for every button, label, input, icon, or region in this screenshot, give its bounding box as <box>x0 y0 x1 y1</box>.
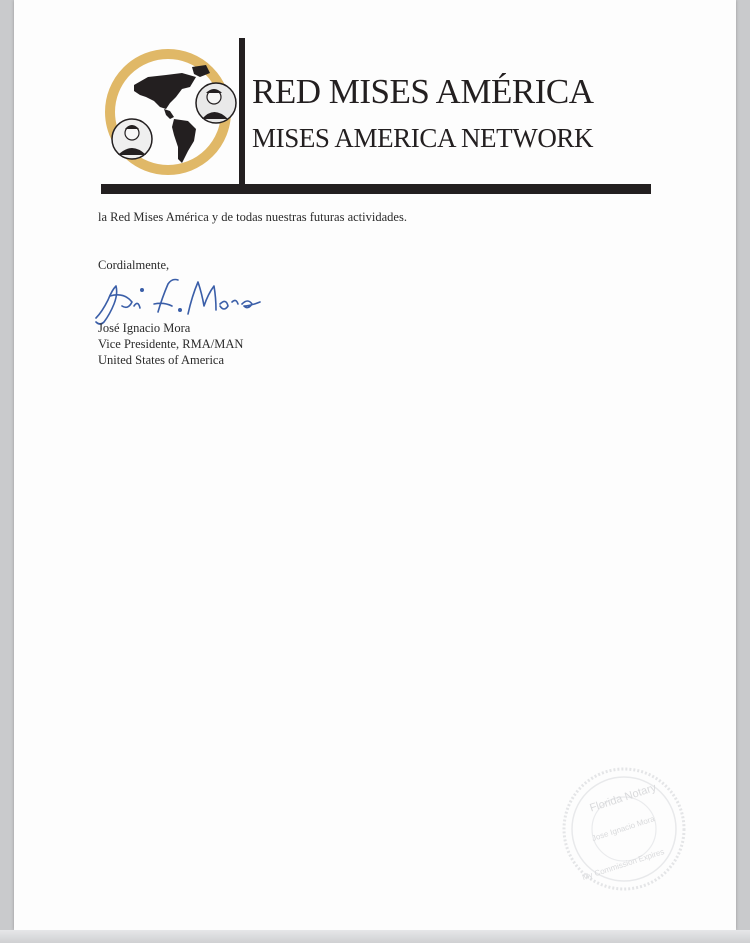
letterhead-subtitle: MISES AMERICA NETWORK <box>252 123 594 153</box>
letterhead-emblem-icon <box>100 47 240 177</box>
embossed-notary-seal-icon <box>560 765 688 893</box>
seal-line-2: Jose Ignacio Mora <box>590 814 656 844</box>
letterhead-title: RED MISES AMÉRICA <box>252 72 594 111</box>
letterhead-horizontal-rule <box>101 184 651 194</box>
handwritten-signature-icon <box>88 272 263 327</box>
seal-line-1: Florida Notary <box>588 781 658 815</box>
letter-closing: Cordialmente, <box>98 258 170 272</box>
page-edge <box>0 930 750 943</box>
signer-country: United States of America <box>98 353 225 367</box>
signer-title: Vice Presidente, RMA/MAN <box>98 337 244 351</box>
letter-body-text: la Red Mises América y de todas nuestras futuras actividades. <box>98 210 407 224</box>
seal-line-3: My Commission Expires <box>581 847 666 883</box>
signer-name: José Ignacio Mora <box>98 321 191 335</box>
letterhead-vertical-rule <box>239 38 245 188</box>
